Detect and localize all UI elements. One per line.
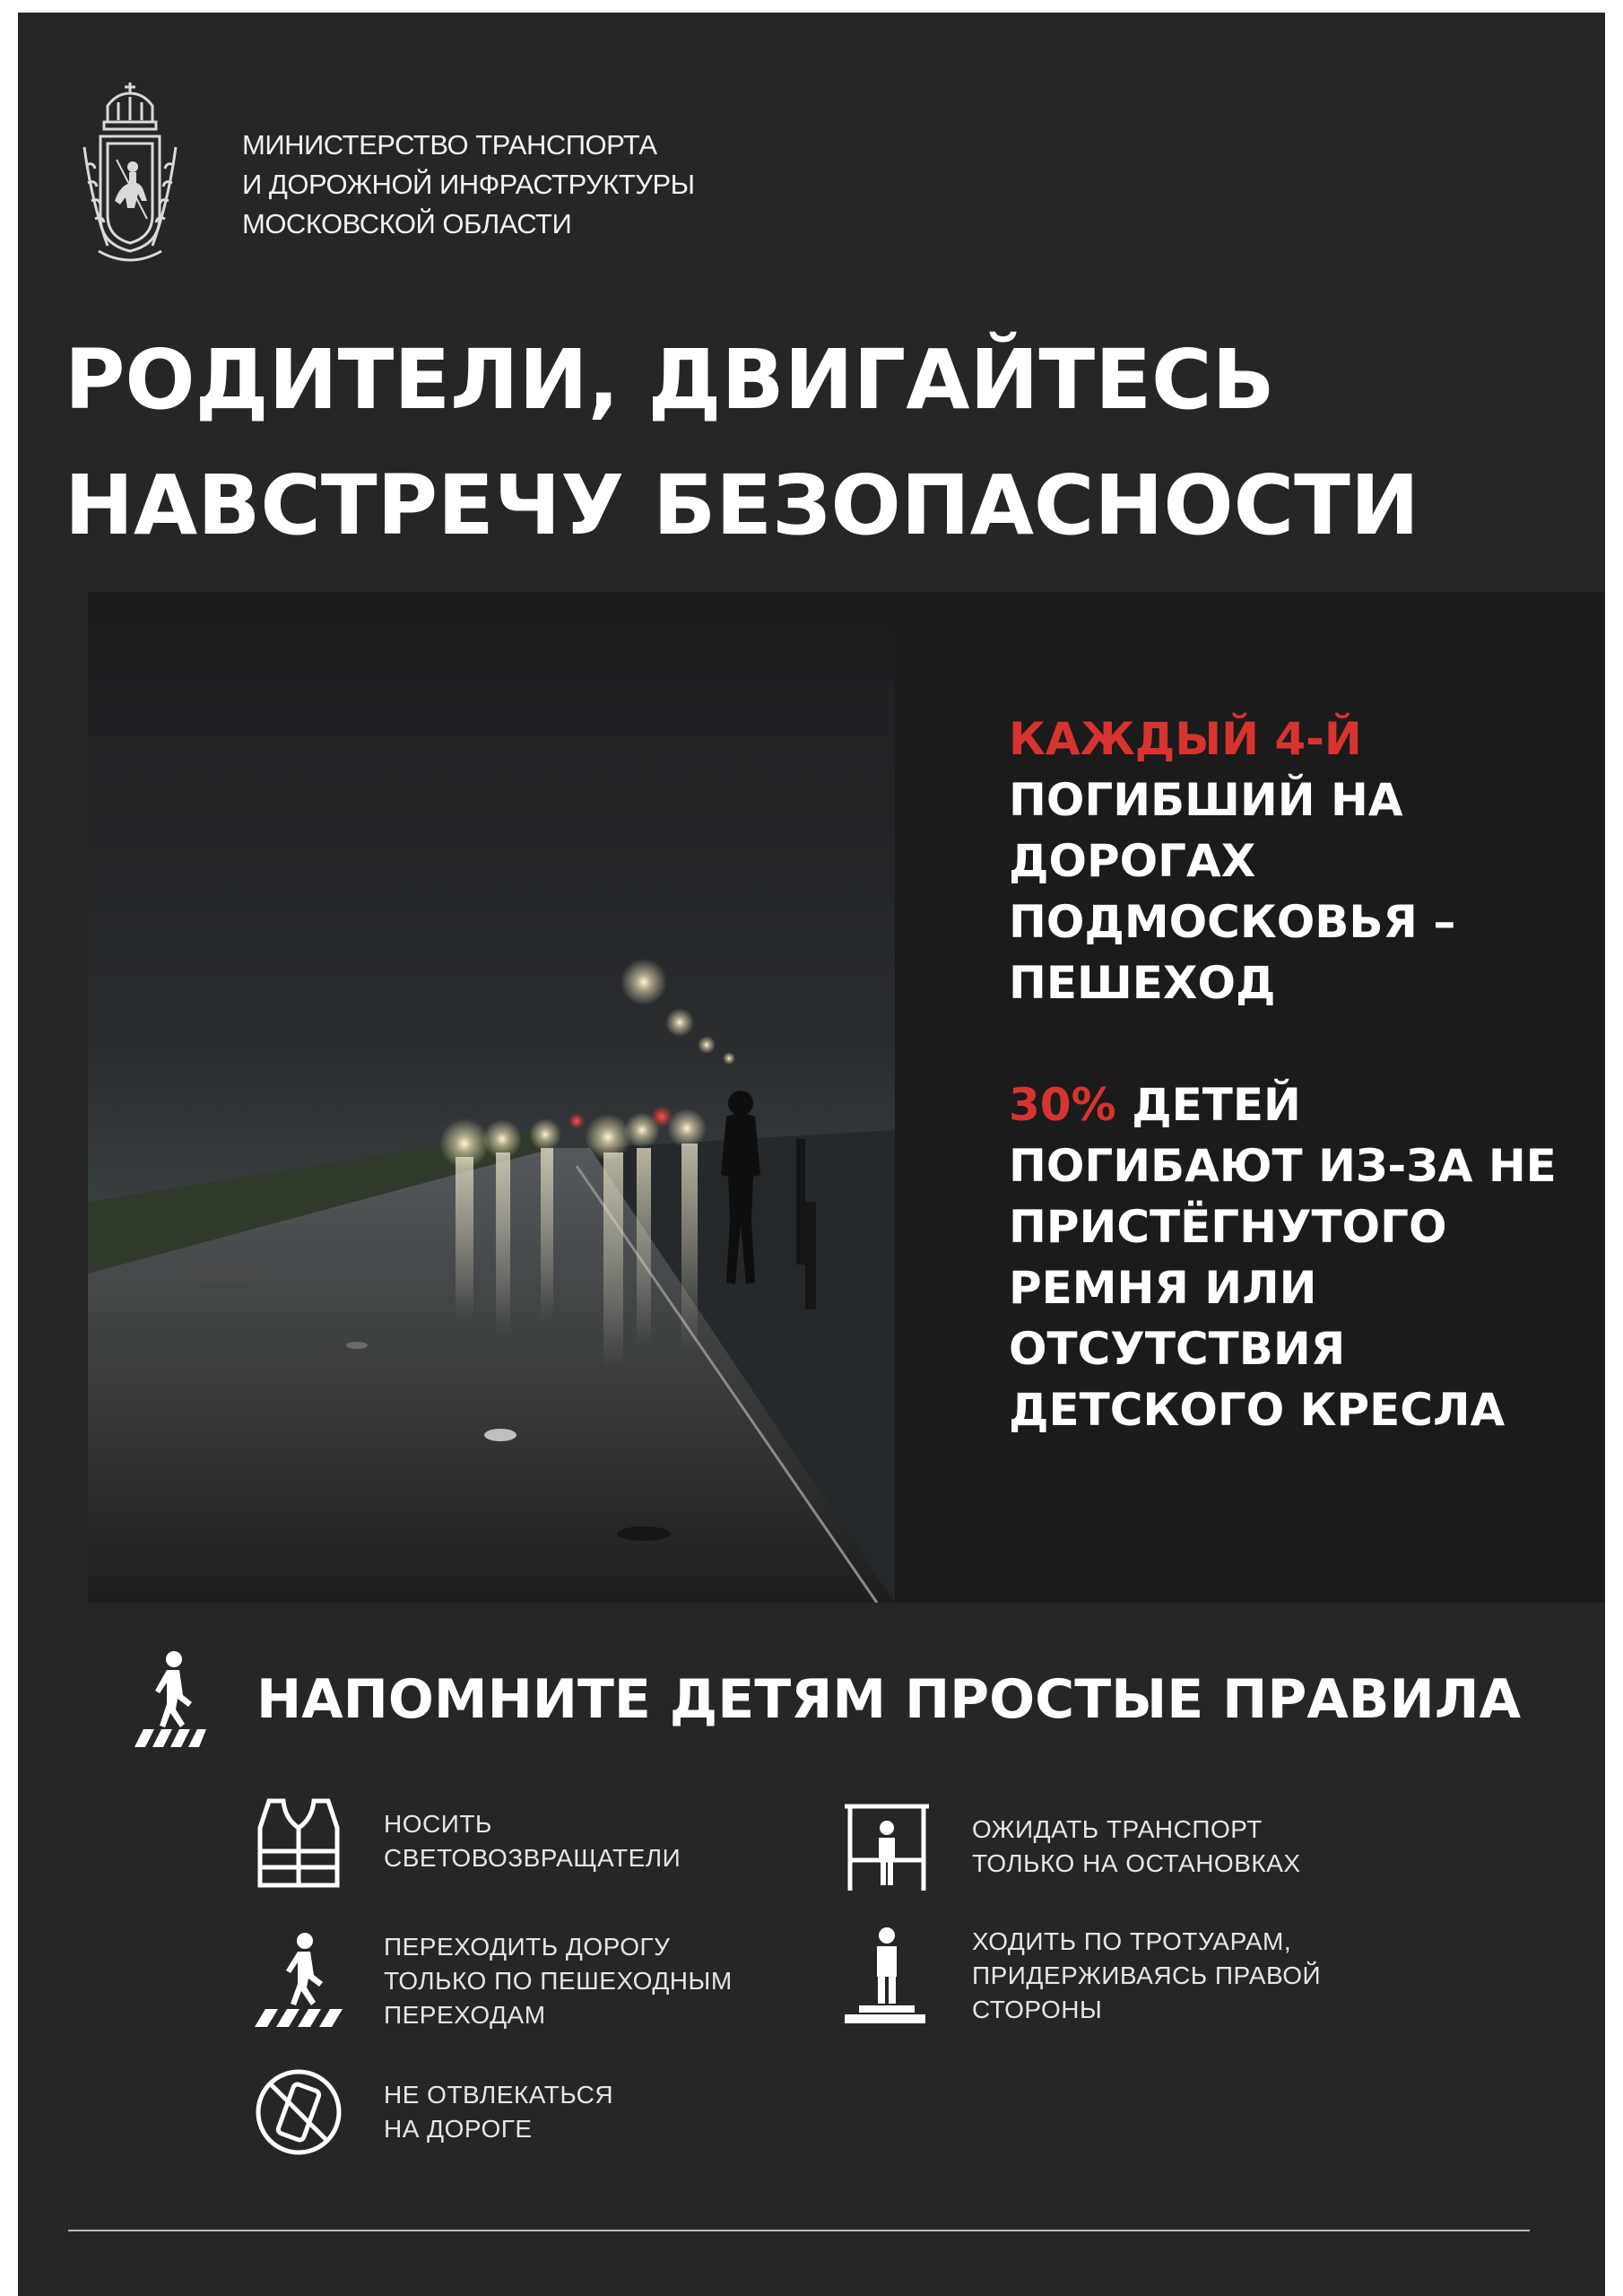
rule-line: НЕ ОТВЛЕКАТЬСЯ xyxy=(384,2081,614,2109)
rule-item xyxy=(838,1925,1321,2027)
photo-section xyxy=(88,592,1605,1603)
rule-item xyxy=(249,1930,733,2032)
rule-item xyxy=(249,2063,613,2161)
rule-item xyxy=(249,1792,681,1891)
headline-line: НАВСТРЕЧУ БЕЗОПАСНОСТИ xyxy=(65,457,1419,553)
stat-line: ДОРОГАХ xyxy=(1009,835,1256,887)
ministry-line: МИНИСТЕРСТВО ТРАНСПОРТА xyxy=(242,129,657,161)
divider xyxy=(68,2230,1530,2231)
stat-line: РЕМНЯ ИЛИ xyxy=(1009,1262,1317,1314)
rule-line: ХОДИТЬ ПО ТРОТУАРАМ, xyxy=(972,1927,1292,1955)
rule-line: НОСИТЬ xyxy=(384,1810,492,1838)
rule-line: ПРИДЕРЖИВАЯСЬ ПРАВОЙ xyxy=(972,1961,1322,1989)
rule-item xyxy=(838,1797,1301,1896)
rule-text xyxy=(972,1813,1301,1881)
statistics-text xyxy=(1009,709,1605,1440)
rule-text xyxy=(972,1925,1321,2027)
rule-line: ПЕРЕХОДАМ xyxy=(384,2001,546,2029)
ministry-line: И ДОРОЖНОЙ ИНФРАСТРУКТУРЫ xyxy=(242,169,695,200)
ministry-line: МОСКОВСКОЙ ОБЛАСТИ xyxy=(242,208,572,239)
rules-heading xyxy=(131,1650,1521,1749)
stat-line: ПРИСТЁГНУТОГО xyxy=(1009,1201,1447,1253)
poster xyxy=(18,13,1605,2296)
headline-line: РОДИТЕЛИ, ДВИГАЙТЕСЬ xyxy=(65,332,1275,428)
stat-first-line xyxy=(1009,1074,1605,1135)
sidewalk-icon xyxy=(838,1926,936,2025)
moscow-oblast-coat-of-arms-icon xyxy=(81,66,179,264)
rule-line: ТОЛЬКО НА ОСТАНОВКАХ xyxy=(972,1849,1301,1877)
stat-line: ДЕТСКОГО КРЕСЛА xyxy=(1009,1384,1506,1436)
rule-line: ТОЛЬКО ПО ПЕШЕХОДНЫМ xyxy=(384,1967,733,1995)
night-road-photo xyxy=(88,592,895,1603)
rule-text xyxy=(384,1807,681,1875)
ministry-name xyxy=(242,126,708,244)
pedestrian-crossing-icon xyxy=(249,1932,348,2031)
stat-highlight: КАЖДЫЙ 4-Й xyxy=(1009,713,1362,765)
rules-title: НАПОМНИТЕ ДЕТЯМ ПРОСТЫЕ ПРАВИЛА xyxy=(256,1668,1521,1731)
rule-line: ПЕРЕХОДИТЬ ДОРОГУ xyxy=(384,1933,671,1961)
pedestrian-crossing-icon xyxy=(131,1650,206,1749)
rule-line: ОЖИДАТЬ ТРАНСПОРТ xyxy=(972,1815,1263,1843)
no-phone-icon xyxy=(249,2063,348,2161)
rule-line: СВЕТОВОЗВРАЩАТЕЛИ xyxy=(384,1844,681,1872)
stat-line-rest: ДЕТЕЙ xyxy=(1115,1079,1301,1131)
rule-line: СТОРОНЫ xyxy=(972,1996,1103,2023)
page-title xyxy=(65,317,1419,569)
rule-text xyxy=(384,2078,613,2146)
stat-highlight: 30% xyxy=(1009,1079,1116,1131)
rule-line: НА ДОРОГЕ xyxy=(384,2115,533,2143)
stat-line: ПЕШЕХОД xyxy=(1009,957,1276,1009)
stat-line: ПОГИБШИЙ НА xyxy=(1009,774,1403,826)
bus-stop-icon xyxy=(838,1797,936,1896)
rule-text xyxy=(384,1930,733,2032)
reflective-vest-icon xyxy=(249,1792,348,1891)
stat-line: ПОГИБАЮТ ИЗ-ЗА НЕ xyxy=(1009,1140,1557,1192)
stat-line: ОТСУТСТВИЯ xyxy=(1009,1323,1346,1375)
stat-line: ПОДМОСКОВЬЯ – xyxy=(1009,896,1456,948)
